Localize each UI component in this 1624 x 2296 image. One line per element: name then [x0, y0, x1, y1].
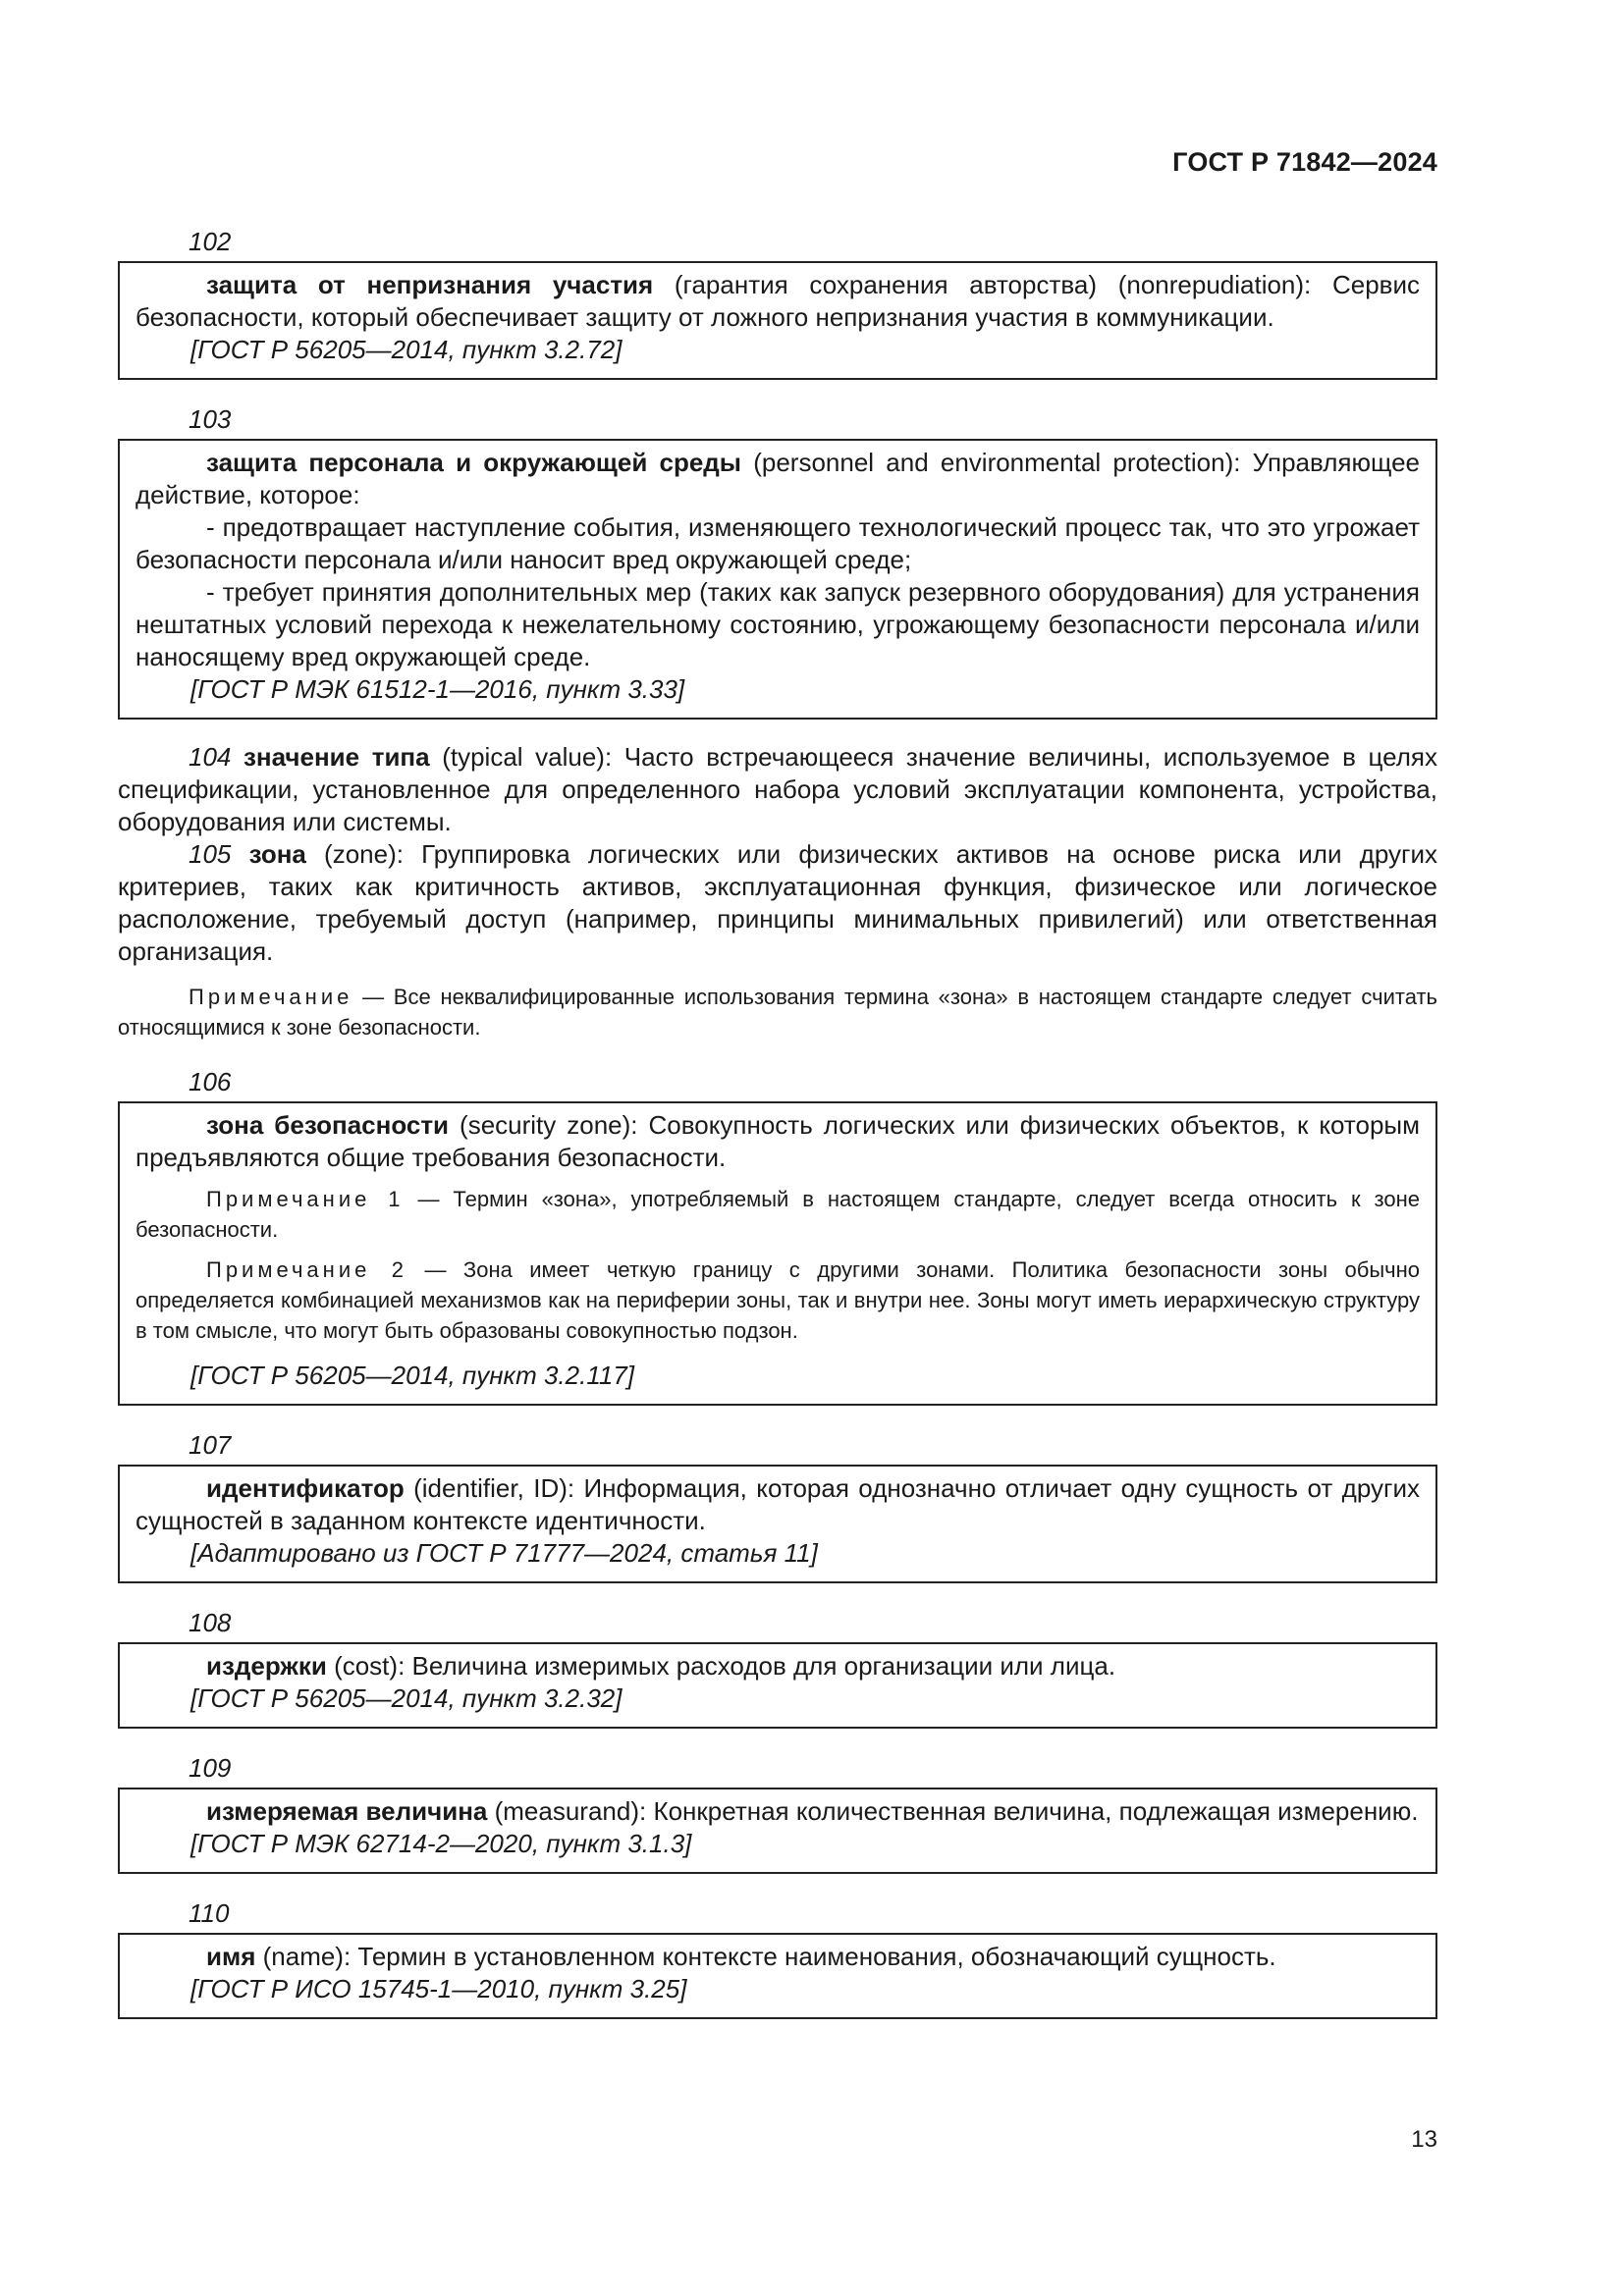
- entry-reference: [ГОСТ Р 56205—2014, пункт 3.2.117]: [190, 1361, 635, 1390]
- entry-text-104: [118, 741, 1437, 838]
- note: [135, 1255, 1420, 1346]
- entry-box-110: [118, 1933, 1437, 2019]
- entry-number: 109: [189, 1753, 232, 1783]
- entry-term: зона: [248, 839, 306, 869]
- entry-term: защита от непризнания участия: [206, 270, 654, 299]
- entry-reference: [Адаптировано из ГОСТ Р 71777—2024, статья 11]: [190, 1538, 818, 1568]
- entry-box-102: [118, 261, 1437, 380]
- entry-box-103: [118, 439, 1437, 720]
- entry-number: 104: [189, 742, 232, 772]
- list-item: - требует принятия дополнительных мер (таких как запуск резервного оборудования) для устранения нештатных условий перехода к нежелательному состоянию, угрожающему безопасности персонала и/или наносящему вред окружающей среде.: [135, 577, 1420, 671]
- entry-text: [135, 1795, 1420, 1828]
- entry-text: [135, 447, 1420, 511]
- entry-reference: [ГОСТ Р ИСО 15745-1—2010, пункт 3.25]: [190, 1974, 687, 2003]
- entry-reference: [ГОСТ Р 56205—2014, пункт 3.2.72]: [190, 335, 623, 364]
- entry-term: издержки: [206, 1651, 327, 1681]
- note: [118, 982, 1437, 1042]
- entry-definition: (name): Термин в установленном контексте наименования, обозначающий сущность.: [255, 1942, 1276, 1971]
- note-label: Примечание 1: [206, 1187, 405, 1211]
- entry-reference: [ГОСТ Р МЭК 62714-2—2020, пункт 3.1.3]: [190, 1829, 692, 1858]
- entry-definition: (identifier, ID): Информация, которая однозначно отличает одну сущность от других сущностей в заданном контексте идентичности.: [135, 1473, 1420, 1535]
- page-number: 13: [1411, 2126, 1437, 2153]
- entry-definition: (zone): Группировка логических или физических активов на основе риска или других критериев, таких как критичность активов, эксплуатационная функция, физическое или логическое расположение, требуемый доступ (например, принципы минимальных привилегий) или ответственная организация.: [118, 839, 1437, 966]
- entry-text: [135, 269, 1420, 334]
- entry-term: измеряемая величина: [206, 1796, 488, 1826]
- note-label: Примечание: [189, 985, 353, 1009]
- entry-text: [135, 1109, 1420, 1174]
- note: [135, 1184, 1420, 1245]
- entry-term: значение типа: [243, 742, 430, 772]
- entry-definition: (measurand): Конкретная количественная величина, подлежащая измерению.: [487, 1796, 1419, 1826]
- entry-term: имя: [206, 1942, 256, 1971]
- entry-definition: (гарантия сохранения авторства) (nonrepudiation): Сервис безопасности, который обеспечивает защиту от ложного непризнания участия в коммуникации.: [135, 270, 1420, 332]
- entry-text: [135, 1472, 1420, 1537]
- entry-number: 110: [189, 1898, 230, 1928]
- entry-number: 106: [189, 1067, 232, 1096]
- list-item: - предотвращает наступление события, изменяющего технологический процесс так, что это угрожает безопасности персонала и/или наносит вред окружающей среде;: [135, 512, 1420, 574]
- note-text: — Все неквалифицированные использования термина «зона» в настоящем стандарте следует считать относящимися к зоне безопасности.: [118, 985, 1437, 1040]
- entry-text-105: [118, 838, 1437, 968]
- entry-box-107: [118, 1465, 1437, 1583]
- entry-box-109: [118, 1788, 1437, 1874]
- note-text: — Термин «зона», употребляемый в настоящем стандарте, следует всегда относить к зоне безопасности.: [135, 1187, 1420, 1242]
- note-text: — Зона имеет четкую границу с другими зонами. Политика безопасности зоны обычно определяется комбинацией механизмов как на периферии зоны, так и внутри нее. Зоны могут иметь иерархическую структуру в том смысле, что могут быть образованы совокупностью подзон.: [135, 1257, 1420, 1343]
- entry-definition: (typical value): Часто встречающееся значение величины, используемое в целях спецификации, установленное для определенного набора условий эксплуатации компонента, устройства, оборудования или системы.: [118, 742, 1437, 836]
- entry-text: [135, 1650, 1420, 1682]
- entry-number: 107: [189, 1430, 232, 1460]
- entry-reference: [ГОСТ Р 56205—2014, пункт 3.2.32]: [190, 1683, 623, 1713]
- note-label: Примечание 2: [206, 1257, 408, 1282]
- document-header: ГОСТ Р 71842—2024: [1172, 147, 1437, 177]
- page-content: [118, 224, 1437, 2019]
- entry-term: защита персонала и окружающей среды: [206, 448, 742, 477]
- entry-term: зона безопасности: [206, 1110, 450, 1140]
- entry-number: 102: [189, 227, 232, 256]
- entry-box-106: [118, 1101, 1437, 1406]
- entry-text: [135, 1941, 1420, 1973]
- entry-term: идентификатор: [206, 1473, 405, 1503]
- entry-number: 108: [189, 1608, 232, 1637]
- entry-definition: (security zone): Совокупность логических или физических объектов, к которым предъявляются общие требования безопасности.: [135, 1110, 1420, 1172]
- entry-definition: (personnel and environmental protection): Управляющее действие, которое:: [135, 448, 1420, 509]
- entry-definition: (cost): Величина измеримых расходов для организации или лица.: [326, 1651, 1116, 1681]
- entry-box-108: [118, 1642, 1437, 1729]
- entry-number: 105: [189, 839, 232, 869]
- entry-reference: [ГОСТ Р МЭК 61512-1—2016, пункт 3.33]: [190, 674, 685, 704]
- entry-number: 103: [189, 404, 232, 434]
